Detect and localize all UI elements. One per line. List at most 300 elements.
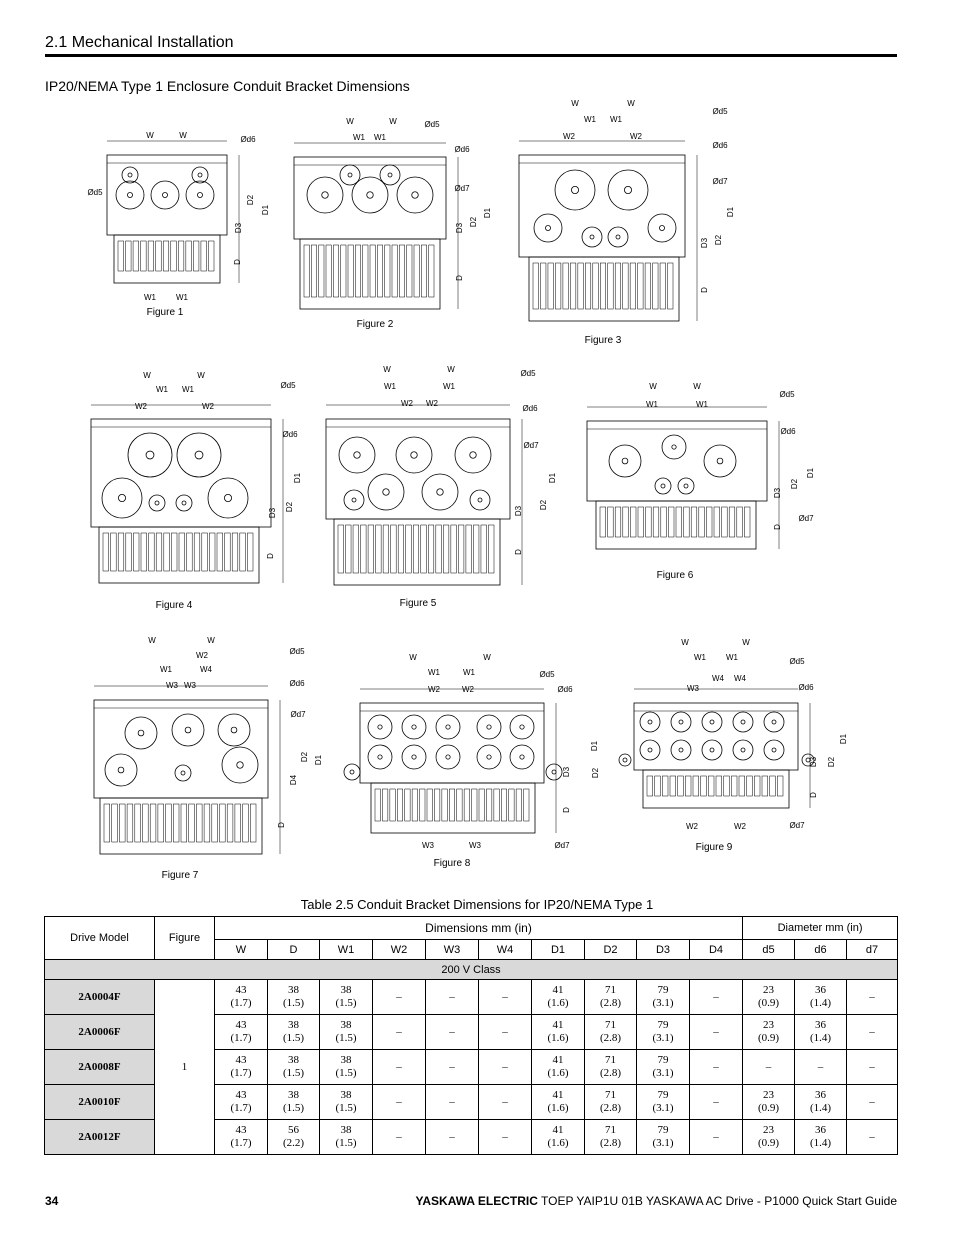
value-mm: – (502, 990, 508, 1003)
dimension-label-w: W (571, 99, 579, 108)
dimension-label-w1: W1 (696, 400, 708, 409)
value-cell (479, 1015, 532, 1050)
dimension-label-w: W (148, 636, 156, 645)
figure-label: Figure 3 (584, 335, 622, 346)
hole-center (182, 501, 186, 505)
hole-center (348, 173, 352, 177)
heatsink-fin (630, 263, 635, 309)
conduit-hole (619, 754, 631, 766)
hole-center (741, 720, 745, 724)
heatsink-fin (668, 263, 673, 309)
hole-center (679, 720, 683, 724)
heatsink-fin (668, 507, 674, 537)
value-in: (1.7) (230, 1137, 252, 1149)
hole-center (146, 451, 154, 459)
hole-center (520, 725, 524, 729)
dimension-label-w2: W2 (135, 402, 147, 411)
conduit-hole (397, 177, 433, 213)
enclosure-body (326, 419, 510, 519)
value-mm: 23 (763, 1124, 775, 1136)
hole-center (412, 755, 416, 759)
dimension-label-d1: D1 (839, 733, 848, 745)
heatsink-fin (729, 507, 735, 537)
dimension-label-d6: Ød6 (798, 683, 814, 692)
dimension-label-w1: W1 (463, 668, 475, 677)
dimension-label-w3: W3 (469, 841, 481, 850)
heatsink-fin (173, 804, 179, 842)
heatsink-fin (392, 245, 397, 297)
dimension-label-w3: W3 (687, 684, 699, 693)
value-cell (690, 1120, 743, 1155)
dimension-label-d2: D2 (591, 767, 600, 779)
heatsink-fin (442, 789, 447, 821)
dimension-label-d5: Ød5 (87, 188, 103, 197)
hole-center (552, 770, 556, 774)
heatsink-fin (148, 241, 154, 271)
dimension-label-d1: D1 (261, 204, 270, 216)
heatsink-fin (181, 804, 187, 842)
dimension-label-d2: D2 (790, 478, 799, 490)
conduit-hole (368, 715, 392, 739)
value-in: (1.7) (230, 1067, 252, 1079)
heatsink-fin (501, 789, 506, 821)
heatsink-fin (608, 263, 613, 309)
heatsink-fin (103, 533, 109, 571)
dimension-label-w: W (483, 653, 491, 662)
value-mm: 41 (552, 1124, 564, 1136)
heatsink-fin (141, 533, 147, 571)
heatsink-fin (739, 776, 745, 796)
dimension-label-w2: W2 (686, 822, 698, 831)
heatsink-fin (370, 245, 375, 297)
value-cell (373, 980, 426, 1015)
heatsink-fin (398, 525, 404, 573)
value-mm: 38 (340, 1054, 352, 1066)
value-cell (532, 1050, 585, 1085)
conduit-hole (368, 474, 404, 510)
hole-center (231, 727, 237, 733)
heatsink-fin (701, 776, 707, 796)
heatsink-fin (399, 245, 404, 297)
heatsink-fin (186, 241, 192, 271)
heatsink-fin (661, 507, 667, 537)
dimension-label-d: D (233, 259, 242, 265)
dimension-label-d3: D3 (268, 507, 277, 519)
figure-label: Figure 9 (695, 842, 733, 853)
hole-center (659, 225, 664, 230)
value-in: (2.8) (599, 1067, 622, 1079)
value-mm: – (765, 1060, 772, 1073)
value-cell (320, 1015, 373, 1050)
dimension-label-w2: W2 (630, 132, 642, 141)
heatsink-fin (341, 245, 346, 297)
value-cell (690, 1085, 743, 1120)
heatsink-fin (156, 241, 162, 271)
conduit-hole (368, 745, 392, 769)
heatsink-fin (585, 263, 590, 309)
value-mm: 71 (605, 1019, 616, 1031)
value-mm: 36 (815, 1019, 827, 1031)
value-mm: 23 (763, 1089, 775, 1101)
value-cell (795, 980, 847, 1015)
dimension-label-d7: Ød7 (789, 821, 805, 830)
heatsink-fin (149, 533, 155, 571)
figure-label: Figure 8 (433, 858, 471, 869)
dimension-label-d2: D2 (300, 751, 309, 763)
value-mm: – (869, 990, 875, 1003)
heatsink-fin (196, 804, 202, 842)
header-col-w4: W4 (479, 940, 532, 960)
conduit-hole (102, 478, 142, 518)
dimension-label-d5: Ød5 (280, 381, 296, 390)
hole-center (185, 727, 191, 733)
conduit-hole (149, 495, 165, 511)
conduit-hole (402, 715, 426, 739)
heatsink-fin (355, 245, 360, 297)
conduit-hole (534, 214, 562, 242)
heatsink-fin (126, 241, 132, 271)
value-cell (690, 1050, 743, 1085)
value-mm: – (869, 1025, 875, 1038)
value-mm: 38 (288, 1089, 299, 1101)
dimension-label-d: D (773, 524, 782, 530)
hole-center (138, 730, 144, 736)
heatsink-fin (382, 789, 387, 821)
conduit-hole (175, 765, 191, 781)
heatsink-fin (486, 789, 491, 821)
hole-center (648, 720, 652, 724)
value-in: (0.9) (757, 1137, 780, 1149)
hole-center (741, 748, 745, 752)
hole-center (487, 725, 491, 729)
heatsink-fin (638, 507, 644, 537)
heatsink-fin (118, 241, 124, 271)
value-mm: 71 (605, 1124, 616, 1136)
heatsink-fin (548, 263, 553, 309)
heatsink-fin (653, 507, 659, 537)
value-in: (3.1) (652, 1067, 674, 1079)
dimension-label-d6: Ød6 (240, 135, 256, 144)
heatsink-fin (744, 507, 750, 537)
heatsink-fin (119, 804, 125, 842)
hole-center (623, 758, 627, 762)
dimension-label-d7: Ød7 (554, 841, 570, 850)
figure-label: Figure 7 (161, 870, 199, 881)
dimension-label-w1: W1 (353, 133, 365, 142)
class-row-200v: 200 V Class (45, 960, 898, 980)
value-mm: – (449, 1060, 455, 1073)
header-col-w2: W2 (373, 940, 426, 960)
dimension-label-d7: Ød7 (290, 710, 306, 719)
value-cell (532, 1120, 585, 1155)
figure-label: Figure 6 (656, 570, 694, 581)
dimension-label-w: W (742, 638, 750, 647)
dimension-label-w1: W1 (374, 133, 386, 142)
header-diameter: Diameter mm (in) (743, 917, 898, 940)
header-col-d3: D3 (637, 940, 690, 960)
dimension-label-d2: D2 (539, 499, 548, 511)
dimension-label-d: D (562, 807, 571, 813)
value-cell (373, 1085, 426, 1120)
heatsink-fin (443, 525, 449, 573)
enclosure-body (107, 155, 227, 235)
value-cell (373, 1120, 426, 1155)
heatsink-fin (240, 533, 246, 571)
dimension-label-w: W (681, 638, 689, 647)
heatsink-fin (615, 263, 620, 309)
heatsink-fin (693, 776, 699, 796)
value-mm: – (869, 1060, 875, 1073)
value-cell (743, 1050, 795, 1085)
hole-center (224, 494, 231, 501)
heatsink-fin (645, 263, 650, 309)
header-dimensions: Dimensions mm (in) (215, 917, 743, 940)
drive-model-cell: 2A0012F (45, 1120, 155, 1155)
conduit-hole (339, 437, 375, 473)
dimension-label-d7: Ød7 (523, 441, 539, 450)
value-in: (1.5) (335, 1137, 357, 1149)
value-mm: – (396, 1095, 402, 1108)
hole-center (437, 489, 443, 495)
value-in: (1.7) (230, 997, 252, 1009)
value-cell (637, 980, 690, 1015)
heatsink-fin (685, 776, 691, 796)
header-col-d: D (268, 940, 320, 960)
conduit-hole (307, 177, 343, 213)
heatsink-fin (104, 804, 110, 842)
heatsink-fin (333, 245, 338, 297)
heatsink-fin (653, 263, 658, 309)
heatsink-fin (662, 776, 668, 796)
value-cell (532, 1085, 585, 1120)
value-cell (479, 980, 532, 1015)
heatsink-fin (724, 776, 730, 796)
value-cell (426, 1120, 479, 1155)
dimension-label-w2: W2 (462, 685, 474, 694)
heatsink-fin (397, 789, 402, 821)
hole-center (322, 192, 328, 198)
value-cell (585, 1015, 637, 1050)
dimension-label-w: W (447, 365, 455, 374)
enclosure-body (587, 421, 767, 501)
value-mm: – (502, 1025, 508, 1038)
value-cell (847, 980, 898, 1015)
heatsink-fin (623, 507, 629, 537)
heatsink-fin (770, 776, 776, 796)
heatsink-fin (353, 525, 359, 573)
dimension-label-d3: D3 (773, 487, 782, 499)
conduit-hole (470, 490, 490, 510)
dimension-label-w2: W2 (563, 132, 575, 141)
value-cell (426, 1085, 479, 1120)
dimension-label-w: W (693, 382, 701, 391)
heatsink-fin (361, 525, 367, 573)
page-number: 34 (45, 1194, 59, 1208)
value-mm: 36 (815, 984, 827, 996)
conduit-hole (380, 165, 400, 185)
heatsink-fin (777, 776, 783, 796)
value-mm: 36 (815, 1124, 827, 1136)
hole-center (487, 755, 491, 759)
value-in: (1.5) (282, 1032, 305, 1044)
heatsink-fin (714, 507, 720, 537)
dimension-label-d5: Ød5 (539, 670, 555, 679)
value-mm: – (713, 1060, 719, 1073)
value-mm: – (713, 1025, 719, 1038)
dimension-label-w1: W1 (156, 385, 168, 394)
heatsink-fin (156, 533, 162, 571)
hole-center (717, 458, 723, 464)
value-in: (2.2) (282, 1137, 305, 1149)
heatsink-fin (457, 789, 462, 821)
hole-center (710, 720, 714, 724)
value-cell (585, 1050, 637, 1085)
value-mm: – (869, 1095, 875, 1108)
value-in: (1.6) (547, 997, 569, 1009)
conduit-hole (455, 437, 491, 473)
heatsink-fin (112, 804, 118, 842)
hole-center (197, 192, 202, 197)
value-mm: 38 (288, 1019, 299, 1031)
heatsink-fin (235, 804, 241, 842)
heatsink-fin (754, 776, 760, 796)
heatsink-fin (390, 789, 395, 821)
value-mm: – (449, 1025, 455, 1038)
drive-model-cell: 2A0004F (45, 980, 155, 1015)
heatsink-fin (187, 533, 193, 571)
value-cell (637, 1120, 690, 1155)
dimension-label-d1: D1 (590, 740, 599, 752)
value-mm: 71 (605, 984, 616, 996)
dimension-label-d3: D3 (234, 222, 243, 234)
conduit-hole (105, 754, 137, 786)
hole-center (446, 725, 450, 729)
value-cell (215, 1120, 268, 1155)
conduit-hole (344, 764, 360, 780)
heatsink-fin (414, 245, 419, 297)
conduit-hole (764, 740, 784, 760)
hole-center (388, 173, 392, 177)
value-cell (373, 1050, 426, 1085)
value-mm: 38 (288, 1054, 299, 1066)
dimension-label-d5: Ød5 (779, 390, 795, 399)
heatsink-fin (189, 804, 195, 842)
heatsink-fin (405, 789, 410, 821)
dimension-label-d6: Ød6 (712, 141, 728, 150)
header-col-d6: d6 (795, 940, 847, 960)
value-in: (1.5) (335, 1067, 357, 1079)
conduit-hole (402, 745, 426, 769)
conduit-hole (608, 227, 628, 247)
value-mm: 36 (815, 1089, 827, 1101)
heatsink-fin (319, 245, 324, 297)
heatsink-fin (737, 507, 743, 537)
value-mm: 41 (552, 1019, 564, 1031)
value-cell (320, 980, 373, 1015)
dimension-label-d5: Ød5 (424, 120, 440, 129)
dimension-label-d: D (277, 822, 286, 828)
conduit-bracket-table (44, 916, 898, 1155)
heatsink-fin (449, 789, 454, 821)
conduit-hole (344, 490, 364, 510)
conduit-hole (702, 740, 722, 760)
heatsink-fin (762, 776, 768, 796)
dimension-label-d3: D3 (700, 237, 709, 249)
heatsink-fin (479, 789, 484, 821)
figure-label: Figure 5 (399, 598, 437, 609)
value-mm: 41 (552, 984, 564, 996)
heatsink-fin (731, 776, 737, 796)
conduit-hole (176, 495, 192, 511)
dimension-label-d6: Ød6 (289, 679, 305, 688)
value-cell (585, 1085, 637, 1120)
value-mm: – (817, 1060, 824, 1073)
hole-center (383, 489, 389, 495)
value-in: (1.5) (282, 1102, 305, 1114)
heatsink-fin (194, 533, 200, 571)
dimension-label-d3: D3 (455, 222, 464, 234)
heatsink-fin (540, 263, 545, 309)
dimension-label-w1: W1 (726, 653, 738, 662)
value-in: (1.4) (809, 997, 832, 1009)
dimension-label-w2: W2 (401, 399, 413, 408)
value-cell (215, 1085, 268, 1120)
hole-center (237, 762, 243, 768)
hole-center (470, 452, 476, 458)
heatsink-fin (141, 241, 147, 271)
hole-center (155, 501, 159, 505)
dimension-label-w2: W2 (196, 651, 208, 660)
enclosure-body (360, 703, 544, 783)
hole-center (710, 748, 714, 752)
value-cell (795, 1085, 847, 1120)
heatsink-fin (691, 507, 697, 537)
hole-center (648, 748, 652, 752)
hole-center (661, 484, 665, 488)
heatsink-fin (133, 533, 139, 571)
dimension-label-w2: W2 (428, 685, 440, 694)
value-cell (795, 1050, 847, 1085)
heatsink-base (334, 519, 500, 585)
value-cell (426, 1015, 479, 1050)
value-in: (3.1) (652, 1032, 674, 1044)
value-cell (743, 1085, 795, 1120)
value-in: (1.7) (230, 1032, 252, 1044)
heatsink-fin (304, 245, 309, 297)
hole-center (181, 771, 185, 775)
heatsink-fin (178, 241, 184, 271)
hole-center (684, 484, 688, 488)
value-cell (532, 1015, 585, 1050)
hole-center (672, 445, 676, 449)
conduit-hole (222, 747, 258, 783)
value-mm: 79 (657, 1019, 669, 1031)
heatsink-base (529, 257, 679, 321)
heatsink-fin (563, 263, 568, 309)
dimension-label-d5: Ød5 (712, 107, 728, 116)
dimension-label-d: D (700, 287, 709, 293)
table-caption: Table 2.5 Conduit Bracket Dimensions for IP20/NEMA Type 1 (300, 897, 654, 912)
value-in: (1.6) (547, 1067, 569, 1079)
conduit-hole (608, 170, 648, 210)
heatsink-fin (638, 263, 643, 309)
dimension-label-w4: W4 (200, 665, 212, 674)
heatsink-fin (220, 804, 226, 842)
table-row (45, 980, 898, 1015)
heatsink-fin (660, 263, 665, 309)
value-mm: 38 (340, 1124, 352, 1136)
dimension-label-d5: Ød5 (520, 369, 536, 378)
